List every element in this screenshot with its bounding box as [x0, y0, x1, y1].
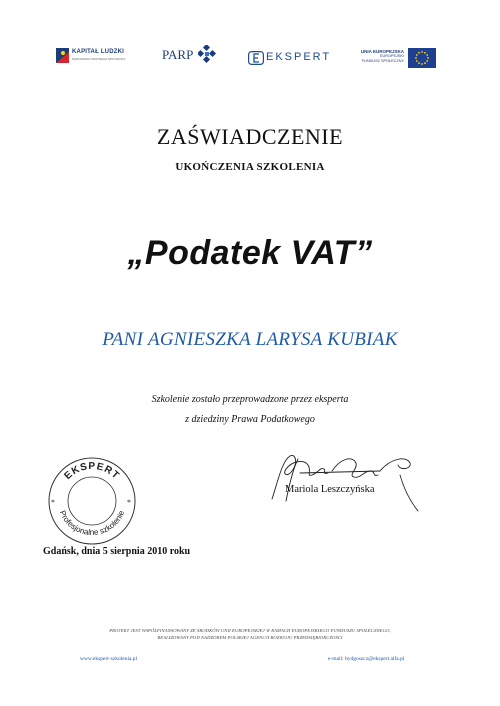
- eu-flag-icon: [408, 48, 436, 68]
- website-link[interactable]: www.ekspert-szkolenia.pl: [80, 656, 138, 662]
- course-title: „Podatek VAT”: [127, 234, 373, 272]
- stamp-star-icon: *: [127, 498, 131, 507]
- certificate-title: ZAŚWIADCZENIE: [156, 124, 344, 149]
- certificate-subtitle: UKOŃCZENIA SZKOLENIA: [175, 161, 325, 173]
- stamp-star-icon: *: [51, 498, 55, 507]
- svg-text:Profesjonalne szkolenie: [58, 509, 127, 537]
- email-link[interactable]: e-mail: bydgoszcz@ekspert.alfa.pl: [328, 656, 405, 662]
- stamp-bottom-text: Profesjonalne szkolenie: [57, 509, 127, 538]
- ekspert-logo-label: EKSPERT: [266, 51, 332, 63]
- parp-logo-label: PARP: [162, 47, 194, 62]
- funding-note: [0, 627, 500, 641]
- kapital-ludzki-label: KAPITAŁ LUDZKI: [72, 49, 125, 55]
- kapital-ludzki-subtitle: NARODOWA STRATEGIA SPÓJNOŚCI: [72, 57, 126, 61]
- ekspert-stamp: [46, 455, 138, 547]
- stamp-top-text: EKSPERT: [62, 460, 122, 482]
- expert-statement: Szkolenie zostało przeprowadzone przez eksperta: [151, 394, 349, 405]
- eu-fund-label-1: EUROPEJSKI: [379, 54, 404, 58]
- eu-logo-text: [344, 49, 404, 63]
- place-and-date: Gdańsk, dnia 5 sierpnia 2010 roku: [43, 546, 191, 557]
- eu-label: UNIA EUROPEJSKA: [360, 49, 404, 54]
- recipient-name: PANI AGNIESZKA LARYSA KUBIAK: [102, 329, 398, 350]
- kapital-ludzki-logo-icon: [56, 48, 69, 63]
- parp-logo-icon: [198, 45, 218, 65]
- eu-fund-label-2: FUNDUSZ SPOŁECZNY: [361, 58, 404, 63]
- ekspert-logo-icon: [248, 51, 264, 65]
- signer-name: Mariola Leszczyńska: [285, 484, 375, 495]
- svg-text:EKSPERT: [62, 461, 121, 482]
- expert-domain: z dziedziny Prawa Podatkowego: [185, 414, 315, 425]
- handwritten-signature: [260, 441, 420, 521]
- funding-note-line2: REALIZOWANY POD NADZOREM POLSKIEJ AGENCJI ROZWOJU PRZEDSIĘBIORCZOŚCI: [157, 635, 343, 640]
- funding-note-line1: PROJEKT JEST WSPÓŁFINANSOWANY ZE ŚRODKÓW UNII EUROPEJSKIEJ W RAMACH EUROPEJSKIEGO FUNDUSZU SPOŁECZNEGO,: [109, 628, 391, 633]
